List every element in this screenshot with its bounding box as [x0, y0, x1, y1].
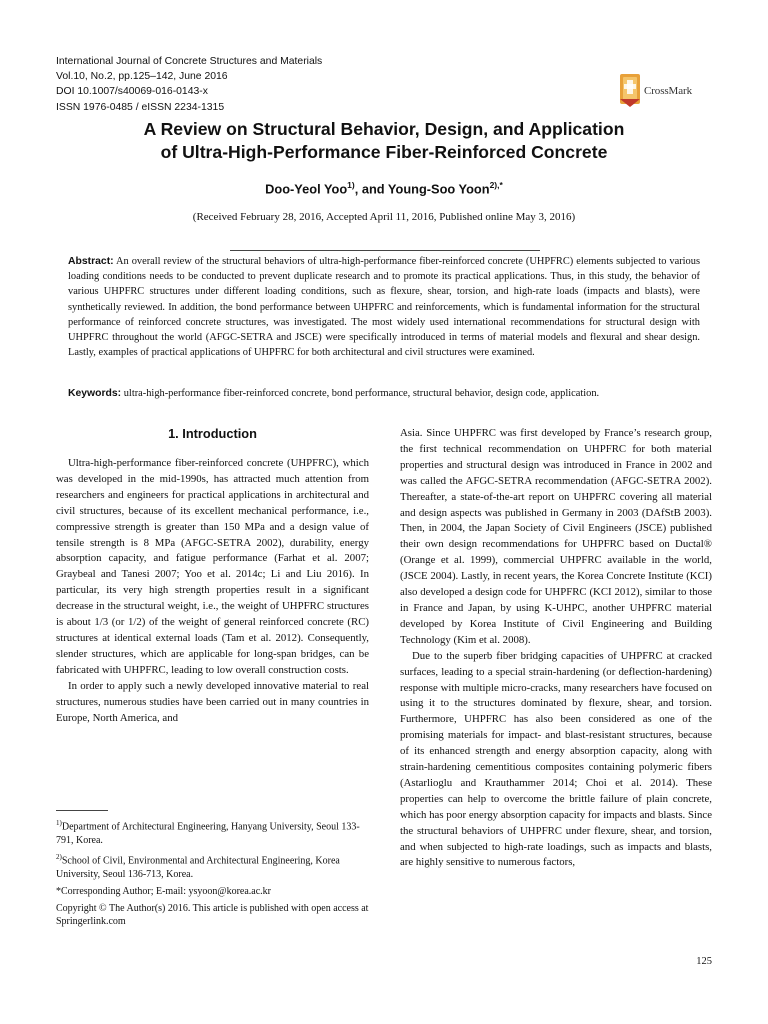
footnote-affiliation-1: [56, 817, 369, 848]
author-list: [60, 176, 708, 198]
received-dates: (Received February 28, 2016, Accepted April 11, 2016, Published online May 3, 2016): [192, 211, 576, 223]
intro-paragraph-3: Asia. Since UHPFRC was first developed by France’s research group, the first technical recommendation on UHPFRC for both material properties and structural design was introduced in France in 2002 and was called the AFGC-SETRA recommendation (AFGC-SETRA 2002). Thereafter, a state-of-the-art report on UHPFRC covering all material and design aspects was published in Germany in 2003 (DAfStB 2003). Then, in 2004, the Japan Society of Civil Engineers (JSCE) published their own design recommendations for UHPFRC based on Ductal® (Orange et al. 1999), commercial UHPFRC available in the world, (JSCE 2004). Lastly, in recent years, the Korea Concrete Institute (KCI) also developed a design code for UHPFRC (KCI 2012), similar to those in France and Japan, by using K-UHPC, another UHPFRC material developed by Korea Institute of Civil Engineering and Building Technology (Kim et al. 2008).: [400, 427, 712, 646]
crossmark-icon: [618, 73, 642, 109]
author-2-affiliation: 2),*: [489, 180, 503, 190]
footnote-affiliation-2: [56, 851, 369, 882]
section-heading: 1. Introduction: [168, 426, 257, 441]
crossmark-badge[interactable]: [618, 73, 718, 109]
keywords: [68, 386, 708, 401]
footnote-1-text: Department of Architectural Engineering, Hanyang University, Seoul 133-791, Korea.: [56, 821, 360, 847]
left-column: [56, 426, 369, 726]
intro-paragraph-4: Due to the superb fiber bridging capacities of UHPFRC at cracked surfaces, leading to a special strain-hardening (or deflection-hardening) response with multiple micro-cracks, many researchers have focused on using it to the structures dominated by flexure, shear, and torsion. Furthermore, UHPFRC has also been considered as one of the promising materials for impact- and blast-resistant structures, because of its enhanced strength and energy absorption capacity, along with strain-hardening cementitious composites containing polymeric fibers (Astarlioglu and Krauthammer 2014; Choi et al. 2014). These properties can help to overcome the brittle failure of plain concrete, which has poor energy absorption capacity for impacts and blasts. Since the structural behaviors of UHPFRC under flexure, shear, and torsion, and when subjected to high-rate loadings, such as impacts and blasts, are highly sensitive to numerous factors,: [400, 649, 712, 869]
footnote-corresponding: *Corresponding Author; E-mail: ysyoon@korea.ac.kr: [56, 885, 271, 897]
author-connector: , and: [354, 181, 388, 197]
paper-title: [60, 118, 708, 164]
abstract-label: Abstract:: [68, 256, 114, 267]
page-number: 125: [696, 956, 712, 967]
keywords-text: ultra-high-performance fiber-reinforced concrete, bond performance, structural behavior, design code, application.: [123, 388, 600, 399]
footnote-copyright: Copyright © The Author(s) 2016. This article is published with open access at Springerlink.com: [56, 902, 369, 928]
journal-doi: DOI 10.1007/s40069-016-0143-x: [56, 86, 208, 98]
abstract: [68, 254, 700, 360]
intro-paragraph-2: In order to apply such a newly developed innovative material to real structures, numerous studies have been carried out in many countries in Europe, North America, and: [56, 679, 369, 724]
keywords-label: Keywords:: [68, 388, 122, 399]
journal-name: International Journal of Concrete Structures and Materials: [56, 56, 323, 67]
author-1: Doo-Yeol Yoo: [265, 181, 348, 197]
journal-issn: ISSN 1976-0485 / eISSN 2234-1315: [56, 101, 225, 113]
abstract-divider: [230, 250, 540, 251]
journal-volume: Vol.10, No.2, pp.125–142, June 2016: [56, 71, 228, 83]
journal-info: [56, 54, 576, 115]
footnote-divider: [56, 810, 108, 811]
author-2: Young-Soo Yoon: [387, 181, 490, 197]
footnote-1-marker: 1): [56, 819, 62, 827]
footnotes: [56, 817, 369, 932]
title-line-2: of Ultra-High-Performance Fiber-Reinforced Concrete: [160, 142, 608, 162]
intro-paragraph-1: Ultra-high-performance fiber-reinforced concrete (UHPFRC), which was developed in the mid-1990s, has attracted much attention from researchers and engineers for practical applications in architectural and civil structures, because of its excellent mechanical performance, i.e., compressive strength is greater than 150 MPa and a design value of tensile strength is 8 MPa (AFGC-SETRA 2002), durability, energy absorption capacity, and fatigue performance (Farhat et al. 2007; Graybeal and Tanesi 2007; Yoo et al. 2014c; Li and Liu 2016). In particular, its very high strength properties result in a significant decrease in the structural weight, i.e., the weight of UHPFRC structures is about 1/3 (or 1/2) of the weight of general reinforced concrete (RC) structures at identical external loads (Tam et al. 2012). Consequently, slender structures, which are applicable for long-span bridges, can be fabricated with UHPFRC, leading to low overall construction costs.: [56, 457, 369, 676]
crossmark-label: CrossMark: [644, 85, 692, 97]
right-column: [400, 426, 712, 871]
author-1-affiliation: 1): [347, 180, 355, 190]
title-line-1: A Review on Structural Behavior, Design, and Application: [143, 119, 625, 139]
abstract-text: An overall review of the structural behaviors of ultra-high-performance fiber-reinforced concrete (UHPFRC) elements subjected to various loading conditions needs to be conducted to prevent duplicate research and to promote its practical applications. Thus, in this study, the behavior of various UHPFRC structures under different loading conditions, such as flexure, shear, torsion, and high-rate loads (impacts and blasts), were synthetically reviewed. In addition, the bond performance between UHPFRC and reinforcements, which is fundamental information for the structural performance of reinforced concrete structures, was investigated. The most widely used international recommendations for structural design with UHPFRC throughout the world (AFGC-SETRA and JSCE) were specifically introduced in terms of material models and flexural and shear design. Lastly, examples of practical applications of UHPFRC for both architectural and civil structures were examined.: [68, 256, 700, 359]
footnote-2-text: School of Civil, Environmental and Architectural Engineering, Korea University, Seoul 136-713, Korea.: [56, 855, 340, 881]
footnote-2-marker: 2): [56, 852, 62, 861]
